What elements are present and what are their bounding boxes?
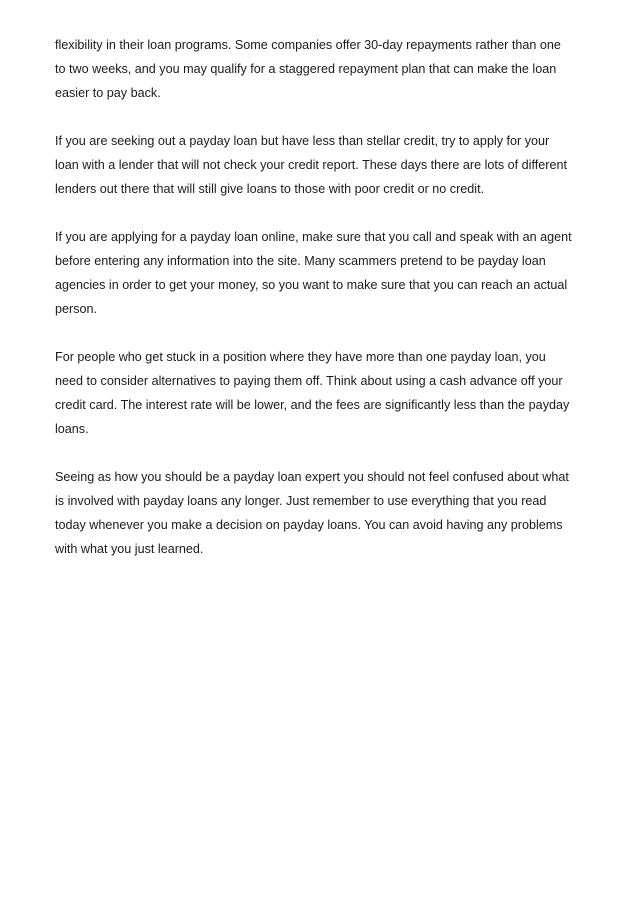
paragraph-line: For people who get stuck in a position where they have more than one payday loan, you bbox=[55, 350, 546, 364]
paragraph-line: lenders out there that will still give loans to those with poor credit or no credit. bbox=[55, 182, 485, 196]
paragraph-4 bbox=[55, 345, 590, 441]
paragraph-line: credit card. The interest rate will be lower, and the fees are significantly less than the payday bbox=[55, 398, 570, 412]
paragraph-line: easier to pay back. bbox=[55, 86, 161, 100]
paragraph-line: agencies in order to get your money, so you want to make sure that you can reach an actual bbox=[55, 278, 568, 292]
paragraph-line: If you are seeking out a payday loan but have less than stellar credit, try to apply for your bbox=[55, 134, 550, 148]
paragraph-line: loans. bbox=[55, 422, 89, 436]
paragraph-line: Seeing as how you should be a payday loan expert you should not feel confused about what bbox=[55, 470, 569, 484]
paragraph-3 bbox=[55, 225, 590, 321]
paragraph-line: is involved with payday loans any longer. Just remember to use everything that you read bbox=[55, 494, 547, 508]
paragraph-line: today whenever you make a decision on payday loans. You can avoid having any problems bbox=[55, 518, 563, 532]
paragraph-line: to two weeks, and you may qualify for a staggered repayment plan that can make the loan bbox=[55, 62, 557, 76]
paragraph-2 bbox=[55, 129, 590, 201]
paragraph-line: before entering any information into the site. Many scammers pretend to be payday loan bbox=[55, 254, 546, 268]
paragraph-line: with what you just learned. bbox=[55, 542, 204, 556]
paragraph-line: flexibility in their loan programs. Some companies offer 30-day repayments rather than one bbox=[55, 38, 561, 52]
paragraph-1 bbox=[55, 33, 590, 105]
paragraph-line: person. bbox=[55, 302, 98, 316]
paragraph-line: If you are applying for a payday loan online, make sure that you call and speak with an agent bbox=[55, 230, 572, 244]
paragraph-line: loan with a lender that will not check your credit report. These days there are lots of different bbox=[55, 158, 567, 172]
paragraph-5 bbox=[55, 465, 590, 561]
document-body bbox=[55, 33, 590, 585]
paragraph-line: need to consider alternatives to paying them off. Think about using a cash advance off your bbox=[55, 374, 563, 388]
